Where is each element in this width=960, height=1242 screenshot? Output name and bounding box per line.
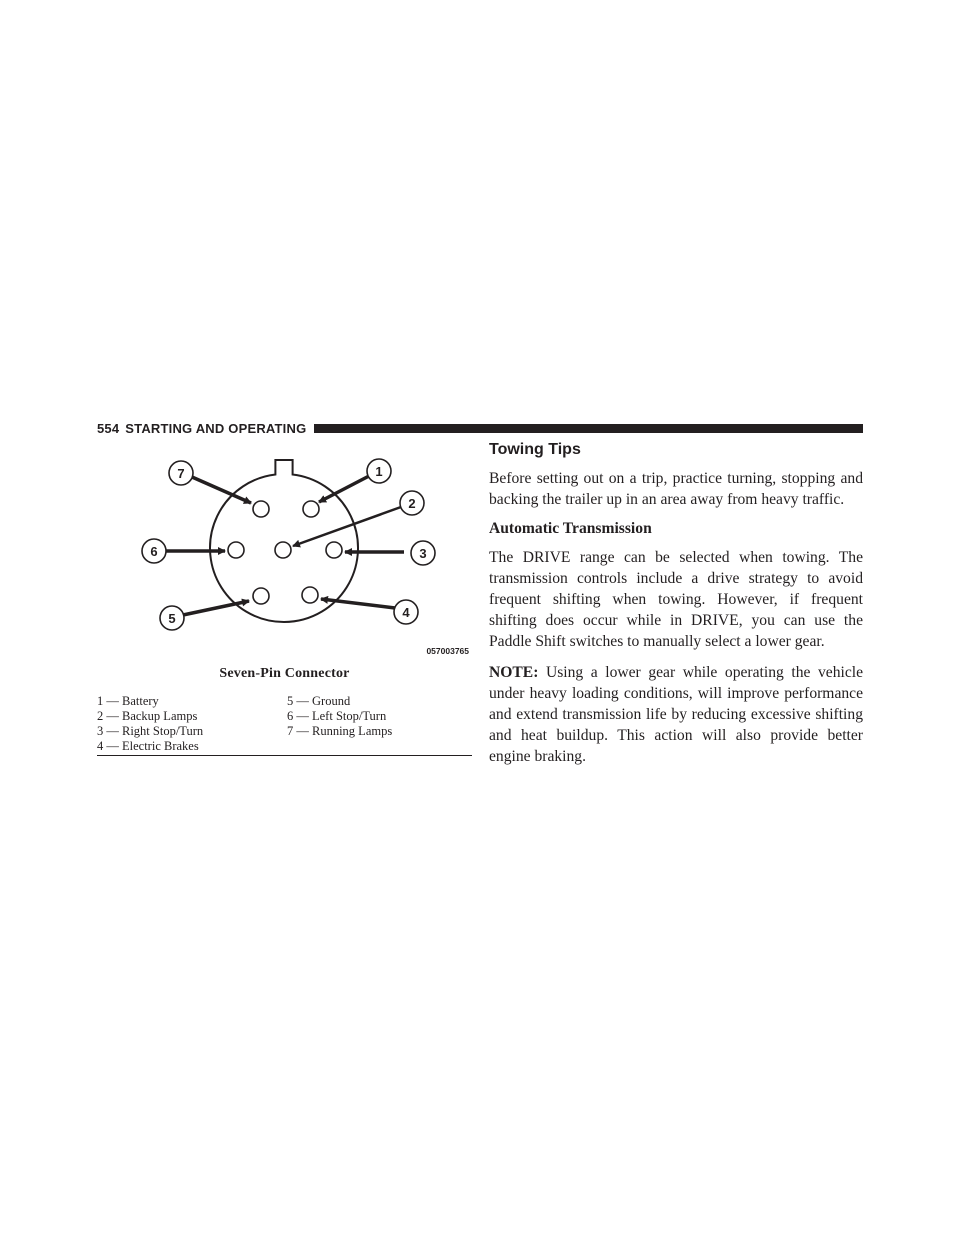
callout-7-label: 7 (177, 466, 185, 481)
note-text: Using a lower gear while operating the vehicle under heavy loading conditions, will improve performance and extend transmission life by reducing excessive shifting and heat buildup. This action will also provide better engine braking. (489, 664, 863, 765)
callout-5-label: 5 (168, 611, 176, 626)
pin-1-socket (303, 501, 319, 517)
legend-rule (97, 755, 472, 756)
callout-6 (142, 539, 166, 563)
legend-item: 1 — Battery (97, 694, 159, 708)
header-rule (314, 424, 863, 433)
heading-automatic-transmission: Automatic Transmission (489, 520, 652, 537)
callout-3-label: 3 (419, 546, 427, 561)
image-code: 057003765 (426, 646, 469, 656)
heading-towing-tips: Towing Tips (489, 441, 581, 458)
figure-caption: Seven-Pin Connector (219, 666, 350, 681)
legend-item: 4 — Electric Brakes (97, 739, 199, 753)
callout-3 (411, 541, 435, 565)
pin-6-socket (228, 542, 244, 558)
note-label: NOTE: (489, 664, 539, 681)
pin-2-socket (275, 542, 291, 558)
legend-item: 5 — Ground (287, 694, 351, 708)
legend-item: 6 — Left Stop/Turn (287, 709, 387, 723)
callout-2 (400, 491, 424, 515)
page-header (97, 418, 863, 438)
section-title: STARTING AND OPERATING (125, 420, 307, 436)
callout-4-label: 4 (402, 605, 410, 620)
callout-5 (160, 606, 184, 630)
pin-legend (97, 694, 472, 754)
arrow-2 (293, 507, 401, 546)
pin-3-socket (326, 542, 342, 558)
page-number: 554 (97, 420, 120, 436)
callout-7 (169, 461, 193, 485)
legend-item: 3 — Right Stop/Turn (97, 724, 204, 738)
pin-5-socket (253, 588, 269, 604)
callout-1 (367, 459, 391, 483)
arrow-7 (192, 477, 251, 503)
pin-7-socket (253, 501, 269, 517)
legend-item: 7 — Running Lamps (287, 724, 393, 738)
note-paragraph (489, 662, 863, 767)
callout-1-label: 1 (375, 464, 383, 479)
paragraph-automatic-transmission: The DRIVE range can be selected when towing. The transmission controls include a drive strategy to avoid frequent shifting when towing. However, if frequent shifting does occur while in DRIVE, you can use the Paddle Shift switches to manually select a lower gear. (489, 549, 863, 650)
connector-figure (97, 446, 472, 756)
callout-4 (394, 600, 418, 624)
legend-item: 2 — Backup Lamps (97, 709, 198, 723)
paragraph-towing-tips: Before setting out on a trip, practice turning, stopping and backing the trailer up in an area away from heavy traffic. (489, 470, 863, 508)
pin-4-socket (302, 587, 318, 603)
seven-pin-connector-diagram (97, 446, 472, 660)
callout-6-label: 6 (150, 544, 158, 559)
connector-body (210, 460, 358, 622)
callout-2-label: 2 (408, 496, 416, 511)
text-column (489, 441, 863, 777)
arrow-1 (319, 476, 369, 502)
